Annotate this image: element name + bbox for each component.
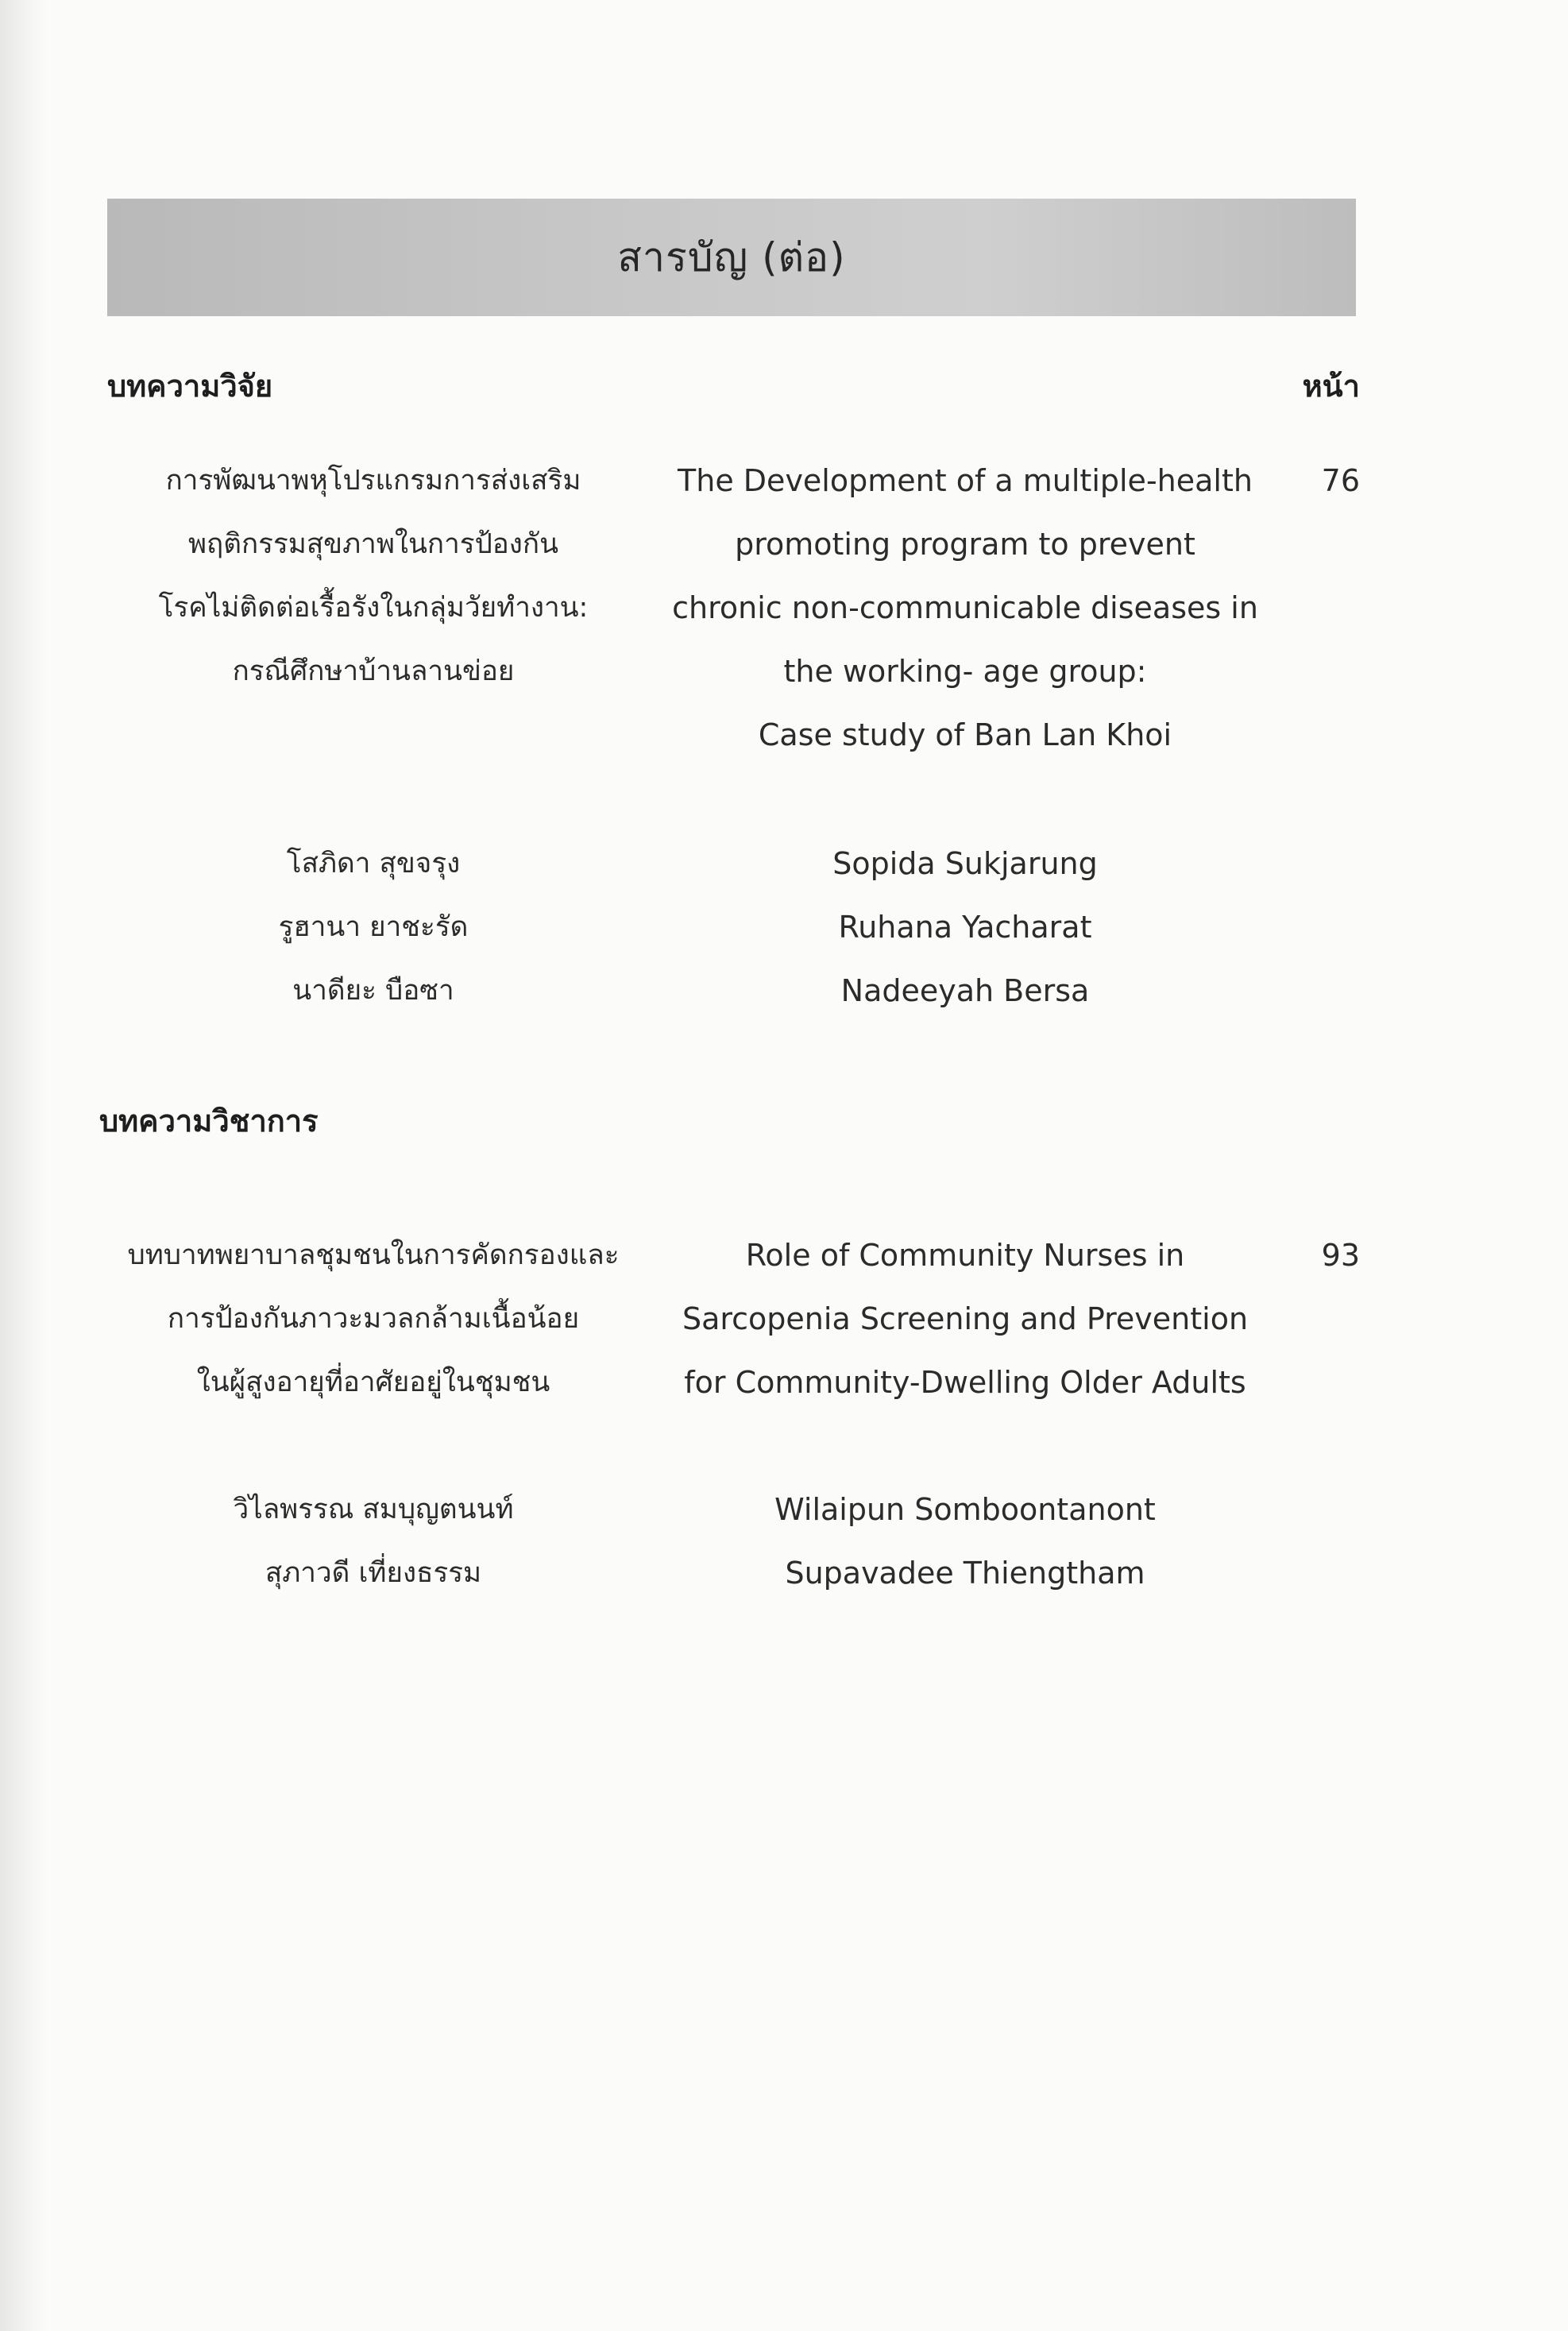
toc-entry-1-thai-authors [103,832,643,1022]
title-line: for Community-Dwelling Older Adults [684,1365,1246,1400]
title-line: พฤติกรรมสุขภาพในการป้องกัน [187,528,559,560]
title-line: กรณีศึกษาบ้านลานข่อย [232,655,515,687]
toc-entry-1-english-title[interactable] [651,449,1279,767]
page-edge-shade [0,0,48,2331]
author-name: โสภิดา สุขจรุง [286,848,461,879]
author-name: นาดียะ บือซา [292,975,454,1007]
toc-entry-2-thai-authors [103,1478,643,1605]
toc-entry-1-english-authors [651,832,1279,1022]
title-line: การป้องกันภาวะมวลกล้ามเนื้อน้อย [167,1303,580,1335]
title-line: บทบาทพยาบาลชุมชนในการคัดกรองและ [127,1239,620,1271]
toc-entry-1-thai-title[interactable] [103,449,643,703]
section-heading-research: บทความวิจัย [107,369,273,404]
title-line: ในผู้สูงอายุที่อาศัยอยู่ในชุมชน [196,1367,550,1398]
title-line: Case study of Ban Lan Khoi [758,717,1172,752]
author-name: รูฮานา ยาชะรัด [278,911,469,943]
title-line: the working- age group: [783,654,1147,689]
toc-entry-2-english-title[interactable] [651,1223,1279,1414]
toc-entry-2-thai-title[interactable] [103,1223,643,1414]
toc-entry-2-page-number[interactable]: 93 [1321,1238,1360,1273]
author-name: Sopida Sukjarung [832,846,1098,881]
author-name: Nadeeyah Bersa [840,973,1090,1008]
page-column-heading: หน้า [1302,369,1360,404]
author-name: Wilaipun Somboontanont [774,1492,1156,1527]
toc-entry-2-english-authors [651,1478,1279,1605]
section-heading-academic: บทความวิชาการ [99,1104,319,1138]
title-line: promoting program to prevent [735,527,1195,562]
author-name: สุภาวดี เที่ยงธรรม [265,1557,482,1589]
title-line: The Development of a multiple-health [678,463,1253,498]
author-name: วิไลพรรณ สมบุญตนนท์ [233,1494,514,1525]
author-name: Supavadee Thiengtham [785,1556,1145,1591]
title-line: โรคไม่ติดต่อเรื้อรังในกลุ่มวัยทำงาน: [158,592,589,624]
title-line: chronic non-communicable diseases in [672,590,1258,625]
page-title: สารบัญ (ต่อ) [617,234,846,280]
toc-header-banner [107,199,1356,316]
title-line: การพัฒนาพหุโปรแกรมการส่งเสริม [165,465,581,497]
author-name: Ruhana Yacharat [838,910,1092,945]
title-line: Role of Community Nurses in [745,1238,1185,1273]
toc-entry-1-page-number[interactable]: 76 [1321,463,1360,498]
title-line: Sarcopenia Screening and Prevention [682,1301,1249,1336]
